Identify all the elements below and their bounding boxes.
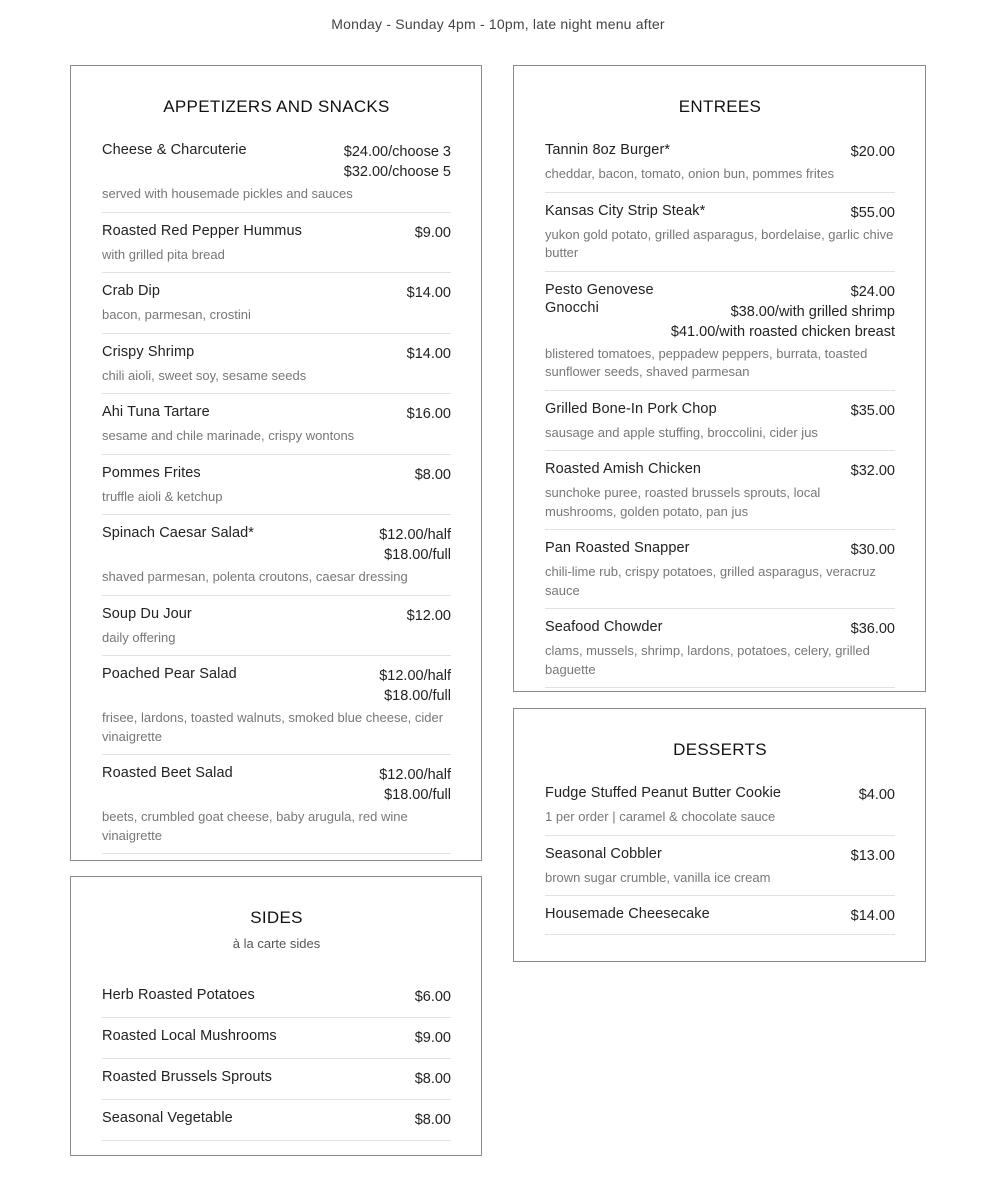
- item-price: $12.00/half: [379, 767, 451, 783]
- menu-item: [102, 1018, 451, 1059]
- menu-item: [102, 656, 451, 755]
- menu-item-list: [102, 141, 451, 854]
- item-name: Kansas City Strip Steak*: [545, 202, 706, 219]
- item-name: Seafood Chowder: [545, 619, 663, 635]
- menu-item: [102, 334, 451, 395]
- item-price: $12.00: [406, 607, 451, 624]
- item-description: cheddar, bacon, tomato, onion bun, pommes frites: [545, 166, 835, 181]
- item-description: shaved parmesan, polenta croutons, caesar dressing: [102, 569, 408, 584]
- item-description: clams, mussels, shrimp, lardons, potatoes, celery, grilled baguette: [545, 643, 870, 677]
- item-price: $4.00: [858, 787, 895, 803]
- item-price: $55.00: [850, 204, 895, 221]
- item-description: sunchoke puree, roasted brussels sprouts, local mushrooms, golden potato, pan jus: [545, 485, 821, 519]
- menu-item-row: [545, 784, 895, 805]
- item-name: Roasted Local Mushrooms: [102, 1028, 277, 1044]
- menu-item-row: [102, 141, 451, 182]
- item-prices: [859, 785, 895, 805]
- item-description: beets, crumbled goat cheese, baby arugula, red wine vinaigrette: [102, 809, 408, 843]
- item-name: Crab Dip: [102, 283, 161, 299]
- item-prices: [415, 465, 451, 485]
- item-name: Tannin 8oz Burger*: [545, 142, 671, 158]
- item-prices: [671, 282, 895, 342]
- item-price: $9.00: [414, 1030, 451, 1046]
- menu-item: [102, 515, 451, 596]
- menu-item-list: [545, 141, 895, 688]
- item-description: blistered tomatoes, peppadew peppers, burrata, toasted sunflower seeds, shaved parmesan: [545, 345, 868, 379]
- menu-item-row: [545, 400, 895, 421]
- item-name: Ahi Tuna Tartare: [102, 404, 210, 420]
- menu-item: [545, 272, 895, 391]
- item-price: $24.00/choose 3: [343, 144, 451, 160]
- menu-item-row: [102, 1068, 451, 1089]
- menu-item-row: [545, 281, 895, 342]
- item-price: $18.00/full: [384, 688, 451, 704]
- menu-item-row: [102, 1109, 451, 1130]
- section-title: DESSERTS: [673, 740, 767, 759]
- item-price: $18.00/full: [384, 547, 451, 563]
- item-prices: [407, 404, 451, 424]
- menu-item-row: [102, 665, 451, 706]
- item-prices: [851, 461, 895, 481]
- item-price: $30.00: [850, 542, 895, 558]
- item-description: brown sugar crumble, vanilla ice cream: [545, 869, 771, 885]
- item-prices: [407, 283, 451, 303]
- item-name: Spinach Caesar Salad*: [102, 525, 255, 541]
- item-price: $8.00: [414, 1112, 451, 1128]
- menu-item: [545, 530, 895, 609]
- item-prices: [415, 1110, 451, 1130]
- item-price: $36.00: [850, 621, 895, 637]
- menu-item: [102, 755, 451, 854]
- item-description: truffle aioli & ketchup: [102, 488, 223, 504]
- item-price: $32.00/choose 5: [343, 164, 451, 180]
- menu-item-list: [102, 986, 451, 1141]
- menu-item-row: [102, 764, 451, 805]
- item-price: $9.00: [414, 224, 451, 241]
- menu-item-row: [102, 282, 451, 303]
- section-subtitle: à la carte sides: [232, 936, 321, 951]
- item-name: Pesto Genovese Gnocchi: [545, 281, 654, 316]
- item-description: sausage and apple stuffing, broccolini, cider jus: [545, 424, 818, 440]
- appetizers-section: [70, 65, 482, 861]
- item-price: $35.00: [850, 402, 895, 419]
- sides-section: [70, 876, 482, 1156]
- menu-item-row: [102, 1027, 451, 1048]
- item-description: served with housemade pickles and sauces: [102, 186, 353, 201]
- item-price: $8.00: [414, 466, 451, 483]
- menu-item: [102, 986, 451, 1018]
- item-price: $12.00/half: [379, 527, 451, 543]
- menu-item: [102, 596, 451, 657]
- menu-item: [545, 391, 895, 452]
- item-prices: [415, 223, 451, 243]
- menu-item-row: [102, 464, 451, 485]
- item-price: $14.00: [406, 345, 451, 362]
- item-prices: [344, 142, 451, 182]
- item-description: 1 per order | caramel & chocolate sauce: [545, 809, 776, 824]
- item-price: $32.00: [850, 463, 895, 479]
- item-price: $18.00/full: [384, 787, 451, 803]
- section-title: ENTREES: [678, 97, 762, 116]
- item-name: Pan Roasted Snapper: [545, 540, 690, 556]
- item-name: Roasted Beet Salad: [102, 765, 233, 781]
- item-price: $6.00: [414, 989, 451, 1005]
- menu-item-row: [102, 986, 451, 1007]
- item-description: with grilled pita bread: [102, 246, 225, 262]
- menu-item: [102, 141, 451, 213]
- menu-item: [545, 193, 895, 272]
- item-description: chili aioli, sweet soy, sesame seeds: [102, 367, 307, 383]
- item-price: $38.00/with grilled shrimp: [730, 303, 895, 320]
- menu-item: [102, 1100, 451, 1141]
- item-description: bacon, parmesan, crostini: [102, 307, 251, 322]
- entrees-section: [513, 65, 926, 692]
- item-name: Seasonal Cobbler: [545, 845, 662, 862]
- item-description: sesame and chile marinade, crispy wontons: [102, 428, 355, 443]
- item-prices: [379, 666, 451, 706]
- menu-item: [545, 896, 895, 935]
- item-prices: [851, 203, 895, 223]
- menu-item: [545, 141, 895, 193]
- item-description: frisee, lardons, toasted walnuts, smoked blue cheese, cider vinaigrette: [102, 710, 444, 744]
- desserts-section: [513, 708, 926, 962]
- menu-item-row: [102, 343, 451, 364]
- item-description: chili-lime rub, crispy potatoes, grilled asparagus, veracruz sauce: [545, 564, 876, 598]
- menu-item: [545, 836, 895, 897]
- menu-item-row: [545, 618, 895, 639]
- item-price: $14.00: [406, 285, 451, 301]
- menu-item-row: [102, 403, 451, 424]
- item-prices: [379, 525, 451, 565]
- item-name: Roasted Red Pepper Hummus: [102, 222, 302, 239]
- menu-item: [102, 1059, 451, 1100]
- item-prices: [851, 906, 895, 926]
- item-price: $13.00: [850, 847, 895, 864]
- item-prices: [379, 765, 451, 805]
- item-name: Housemade Cheesecake: [545, 906, 710, 922]
- item-prices: [407, 344, 451, 364]
- item-name: Poached Pear Salad: [102, 666, 237, 682]
- item-prices: [415, 1028, 451, 1048]
- item-name: Cheese & Charcuterie: [102, 142, 247, 158]
- item-name: Roasted Amish Chicken: [545, 461, 702, 477]
- item-prices: [415, 1069, 451, 1089]
- item-prices: [851, 401, 895, 421]
- menu-item-row: [545, 539, 895, 560]
- item-name: Herb Roasted Potatoes: [102, 987, 255, 1003]
- item-price: $8.00: [414, 1071, 451, 1087]
- menu-item: [545, 609, 895, 688]
- item-price: $24.00: [850, 283, 895, 300]
- item-price: $20.00: [850, 144, 895, 160]
- item-prices: [407, 606, 451, 626]
- item-name: Crispy Shrimp: [102, 343, 195, 360]
- item-name: Grilled Bone-In Pork Chop: [545, 400, 717, 417]
- menu-hours: Monday - Sunday 4pm - 10pm, late night menu after: [331, 16, 665, 32]
- menu-item: [102, 213, 451, 274]
- item-prices: [851, 619, 895, 639]
- item-price: $14.00: [850, 908, 895, 924]
- menu-item: [102, 273, 451, 334]
- item-name: Fudge Stuffed Peanut Butter Cookie: [545, 785, 782, 801]
- menu-item-row: [545, 460, 895, 481]
- item-price: $12.00/half: [379, 668, 451, 684]
- menu-item: [545, 784, 895, 836]
- menu-item: [102, 455, 451, 516]
- item-prices: [851, 846, 895, 866]
- menu-item-row: [102, 524, 451, 565]
- menu-item-row: [102, 222, 451, 243]
- section-title: APPETIZERS AND SNACKS: [163, 97, 390, 116]
- item-description: daily offering: [102, 629, 176, 645]
- menu-item-list: [545, 784, 895, 935]
- menu-item-row: [545, 141, 895, 162]
- item-description: yukon gold potato, grilled asparagus, bordelaise, garlic chive butter: [545, 226, 894, 260]
- menu-item: [102, 394, 451, 455]
- menu-item-row: [545, 905, 895, 926]
- item-name: Seasonal Vegetable: [102, 1110, 233, 1126]
- item-price: $41.00/with roasted chicken breast: [670, 323, 895, 340]
- item-prices: [851, 142, 895, 162]
- item-prices: [415, 987, 451, 1007]
- item-name: Pommes Frites: [102, 464, 201, 481]
- menu-item-row: [545, 845, 895, 866]
- item-prices: [851, 540, 895, 560]
- item-name: Roasted Brussels Sprouts: [102, 1069, 273, 1085]
- item-name: Soup Du Jour: [102, 605, 192, 622]
- item-price: $16.00: [406, 406, 451, 422]
- menu-item-row: [545, 202, 895, 223]
- menu-item: [545, 451, 895, 530]
- menu-item-row: [102, 605, 451, 626]
- section-title: SIDES: [250, 908, 303, 927]
